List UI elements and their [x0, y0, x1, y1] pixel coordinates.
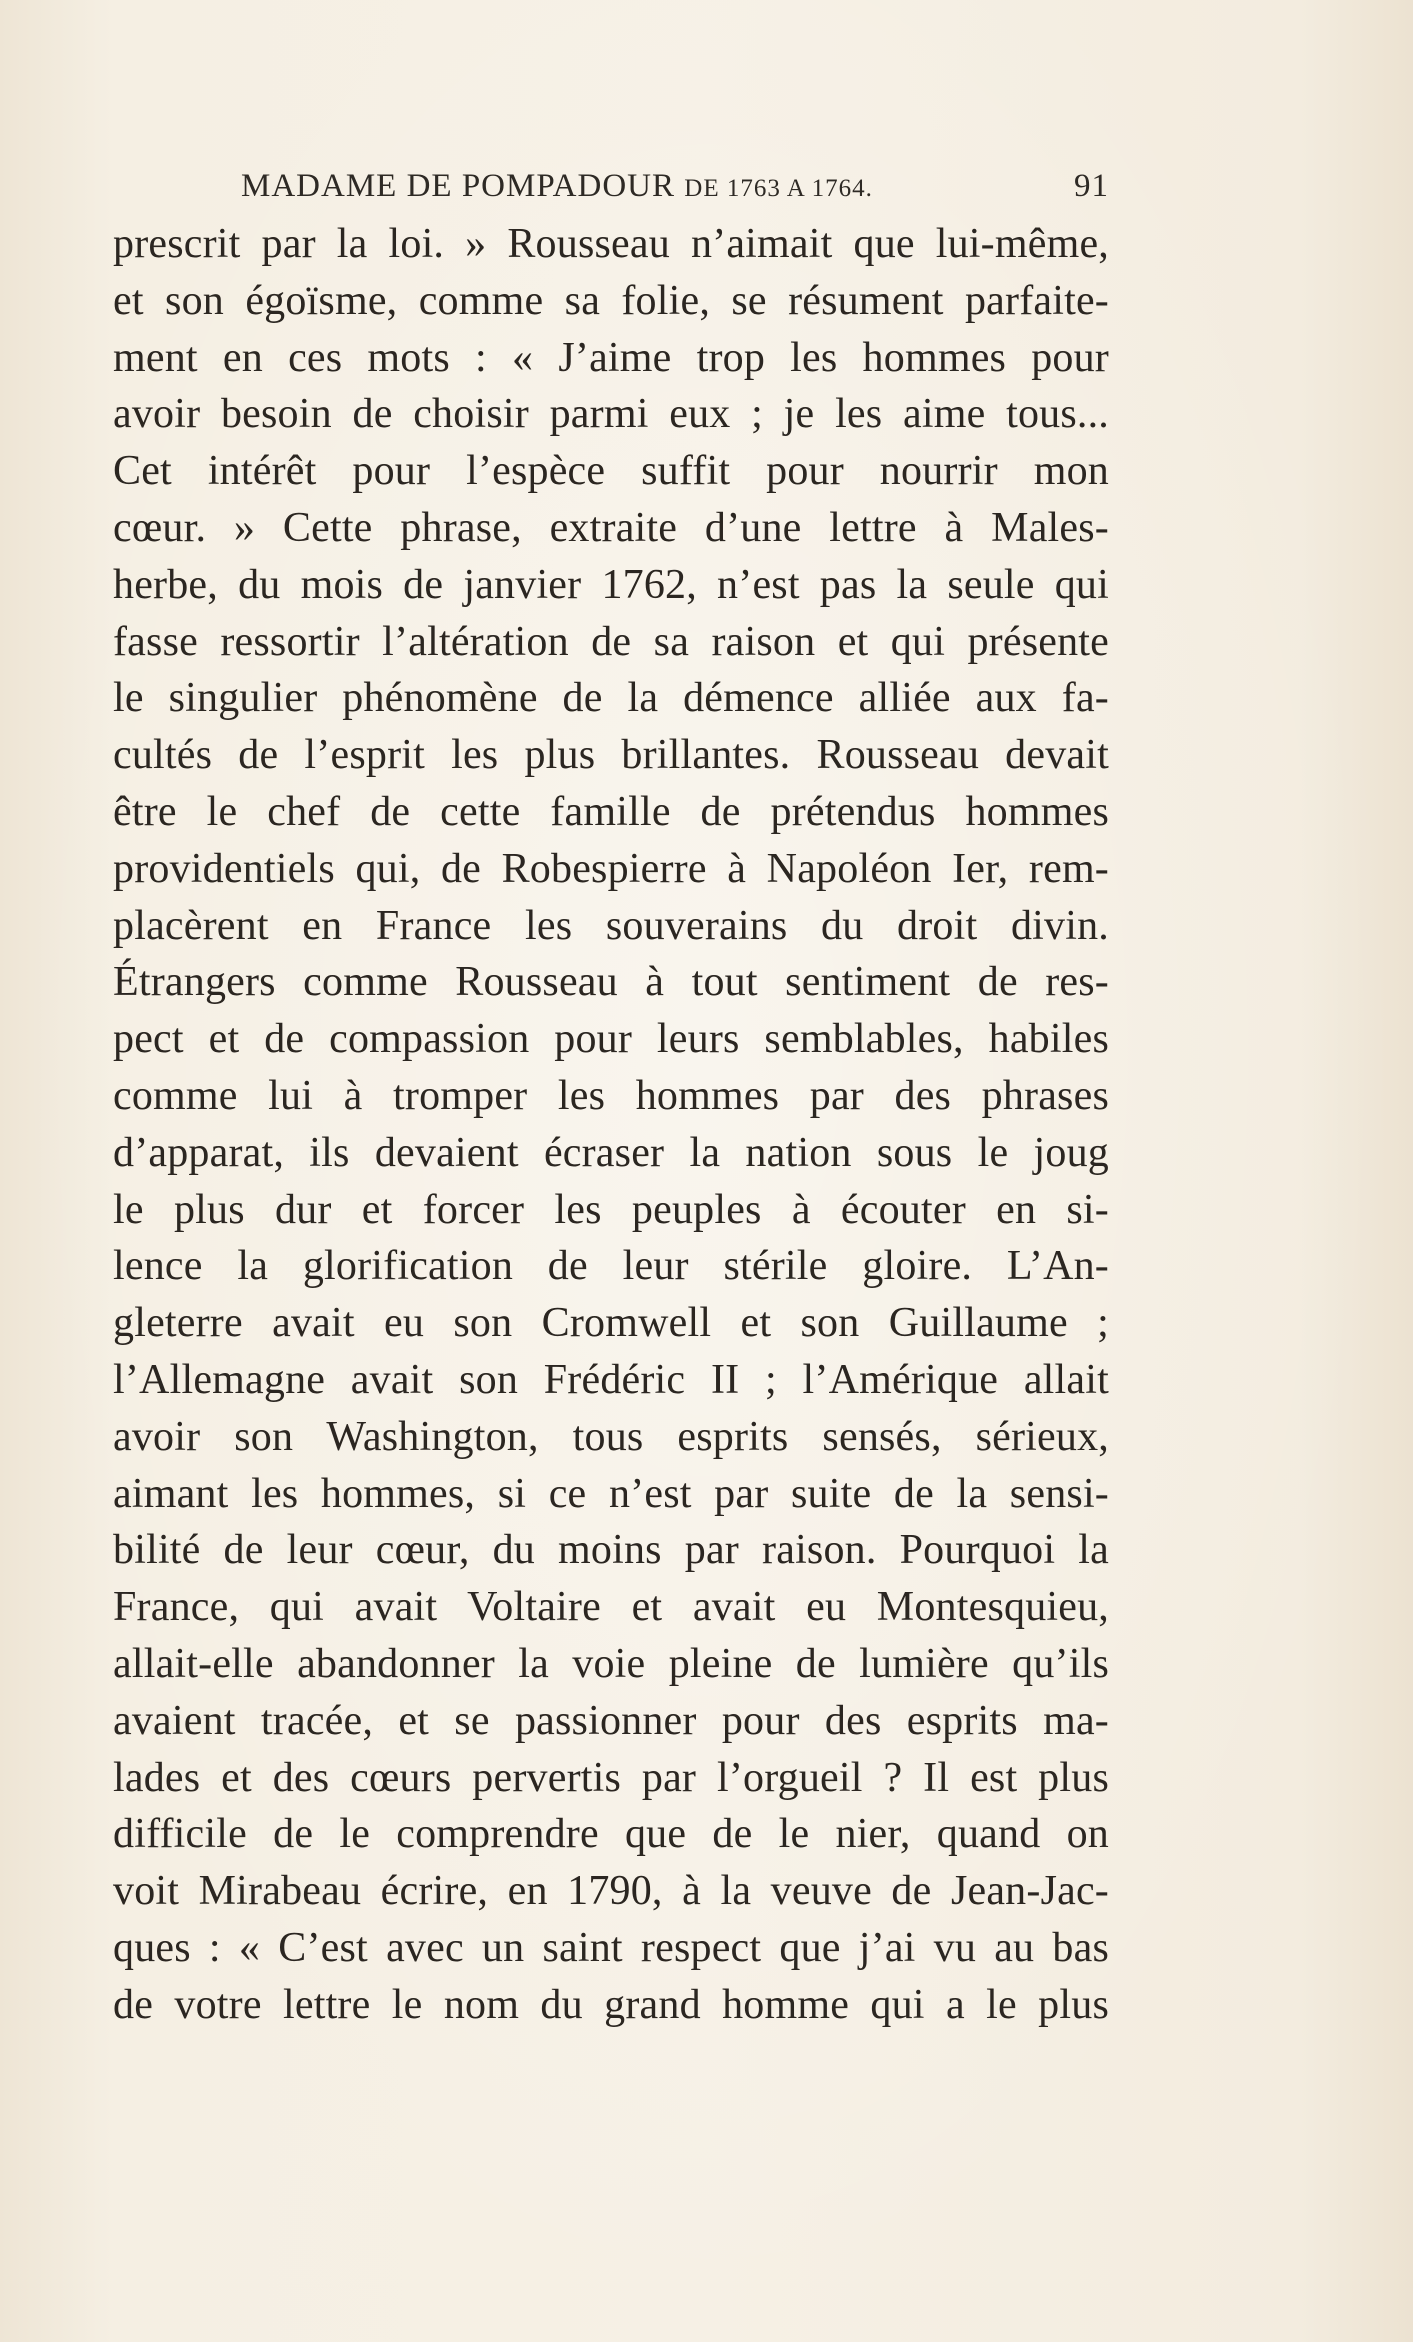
text-line: gleterre avait eu son Cromwell et son Guillaume ; — [113, 1300, 1109, 1347]
text-line: fasse ressortir l’altération de sa raison et qui présente — [113, 618, 1109, 665]
body-text — [113, 216, 1109, 2034]
running-title — [241, 168, 873, 205]
text-line: France, qui avait Voltaire et avait eu Montesquieu, — [113, 1584, 1109, 1631]
running-head — [241, 168, 1109, 212]
text-line: comme lui à tromper les hommes par des phrases — [113, 1072, 1109, 1119]
text-line: placèrent en France les souverains du droit divin. — [113, 902, 1109, 949]
text-line: le singulier phénomène de la démence alliée aux fa- — [113, 675, 1109, 722]
text-line: lence la glorification de leur stérile gloire. L’An- — [113, 1243, 1109, 1290]
text-line: bilité de leur cœur, du moins par raison. Pourquoi la — [113, 1527, 1109, 1574]
text-line: ques : « C’est avec un saint respect que j’ai vu au bas — [113, 1924, 1109, 1971]
text-line: Étrangers comme Rousseau à tout sentiment de res- — [113, 959, 1109, 1006]
text-line: d’apparat, ils devaient écraser la nation sous le joug — [113, 1129, 1109, 1176]
text-line: et son égoïsme, comme sa folie, se résument parfaite- — [113, 277, 1109, 324]
text-line: aimant les hommes, si ce n’est par suite de la sensi- — [113, 1470, 1109, 1517]
text-line: être le chef de cette famille de prétendus hommes — [113, 788, 1109, 835]
text-line: Cet intérêt pour l’espèce suffit pour nourrir mon — [113, 448, 1109, 495]
text-line: avaient tracée, et se passionner pour des esprits ma- — [113, 1697, 1109, 1744]
text-line: allait-elle abandonner la voie pleine de lumière qu’ils — [113, 1640, 1109, 1687]
text-line: voit Mirabeau écrire, en 1790, à la veuve de Jean-Jac- — [113, 1868, 1109, 1915]
running-title-main: MADAME DE POMPADOUR — [241, 168, 685, 204]
text-line: lades et des cœurs pervertis par l’orgueil ? Il est plus — [113, 1754, 1109, 1801]
text-line: ment en ces mots : « J’aime trop les hommes pour — [113, 334, 1109, 381]
text-line: difficile de le comprendre que de le nier, quand on — [113, 1811, 1109, 1858]
text-line: cœur. » Cette phrase, extraite d’une lettre à Males- — [113, 504, 1109, 551]
text-line: providentiels qui, de Robespierre à Napoléon Ier, rem- — [113, 845, 1109, 892]
text-line: l’Allemagne avait son Frédéric II ; l’Amérique allait — [113, 1356, 1109, 1403]
text-line: le plus dur et forcer les peuples à écouter en si- — [113, 1186, 1109, 1233]
text-line: herbe, du mois de janvier 1762, n’est pas la seule qui — [113, 561, 1109, 608]
text-line: avoir besoin de choisir parmi eux ; je les aime tous... — [113, 391, 1109, 438]
text-line: pect et de compassion pour leurs semblables, habiles — [113, 1016, 1109, 1063]
text-line: cultés de l’esprit les plus brillantes. Rousseau devait — [113, 732, 1109, 779]
text-line: avoir son Washington, tous esprits sensés, sérieux, — [113, 1413, 1109, 1460]
text-line: prescrit par la loi. » Rousseau n’aimait que lui-même, — [113, 221, 1109, 267]
text-line: de votre lettre le nom du grand homme qui a le plus — [113, 1981, 1109, 2028]
running-title-small: DE 1763 A 1764. — [684, 175, 873, 202]
page-number: 91 — [1074, 168, 1109, 204]
